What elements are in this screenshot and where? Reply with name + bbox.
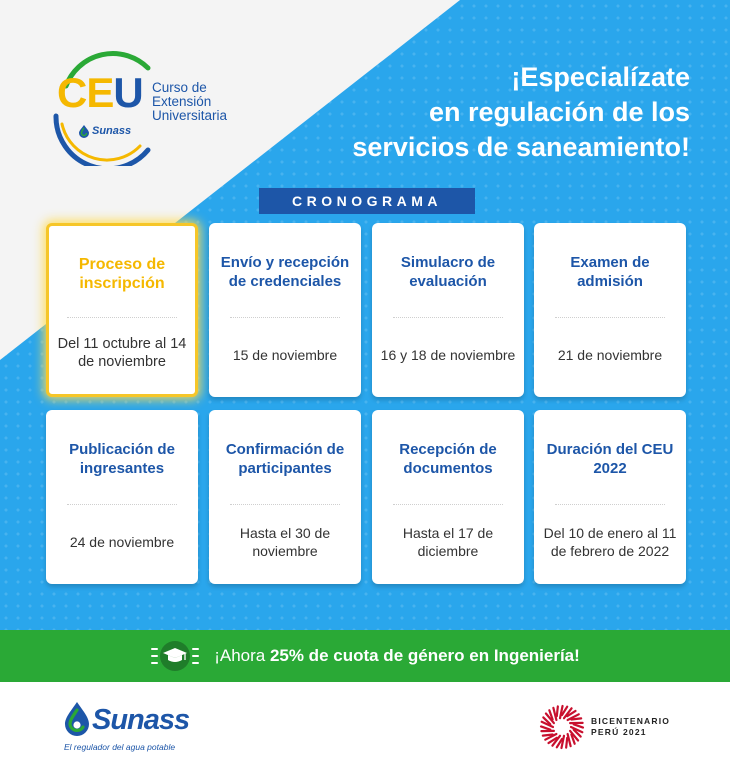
card-title: Examen de admisión: [570, 254, 650, 290]
bicentenario-text: [591, 716, 670, 738]
bicentenario-ray: [557, 706, 558, 716]
schedule-card-inscripcion: [46, 223, 198, 397]
graduation-cap-icon: [150, 638, 200, 674]
schedule-card-examen: [534, 223, 686, 397]
bicentenario-line: PERÚ 2021: [591, 727, 647, 737]
card-title: Duración del CEU 2022: [546, 441, 674, 477]
headline: [310, 60, 690, 165]
bicentenario-ray: [571, 718, 581, 719]
schedule-card-duracion: [534, 410, 686, 584]
schedule-card-confirmacion: [209, 410, 361, 584]
card-date: 24 de noviembre: [69, 533, 175, 550]
bicentenario-ray: [541, 726, 550, 729]
card-date: Del 10 de enero al 11 de febrero de 2022: [543, 524, 677, 559]
bicentenario-logo: [539, 704, 670, 750]
card-date: Del 11 octubre al 14 de noviembre: [57, 336, 187, 370]
water-drop-icon: [78, 124, 90, 138]
card-date: 21 de noviembre: [557, 346, 663, 363]
sunass-tagline: El regulador del agua potable: [64, 742, 176, 752]
card-title: Confirmación de participantes: [225, 441, 345, 477]
card-title: Simulacro de evaluación: [400, 254, 496, 290]
footer: [0, 682, 730, 771]
ceu-subtitle-line: Curso de: [152, 80, 207, 95]
banner-text: [214, 646, 580, 666]
schedule-card-credenciales: [209, 223, 361, 397]
card-date: 15 de noviembre: [232, 346, 338, 363]
headline-line: ¡Especialízate: [511, 62, 690, 92]
schedule-card-publicacion: [46, 410, 198, 584]
card-date: 16 y 18 de noviembre: [380, 346, 516, 363]
section-label-cronograma: CRONOGRAMA: [259, 188, 475, 214]
bicentenario-ray: [560, 706, 563, 718]
sunass-drop-icon: [62, 700, 92, 738]
ceu-letter-u: U: [113, 69, 143, 116]
ceu-logo: [48, 46, 248, 166]
card-date: Hasta el 30 de noviembre: [239, 524, 331, 559]
card-title: Publicación de ingresantes: [69, 441, 175, 477]
bicentenario-line: BICENTENARIO: [591, 716, 671, 726]
headline-line: en regulación de los: [428, 97, 690, 127]
sunass-wordmark: Sunass: [92, 704, 190, 736]
ceu-sunass-brand: [78, 124, 131, 138]
gender-quota-banner: [0, 630, 730, 682]
card-title: Recepción de documentos: [399, 441, 497, 477]
banner-prefix: ¡Ahora: [214, 646, 270, 665]
ceu-subtitle-line: Universitaria: [152, 108, 228, 123]
headline-line: servicios de saneamiento!: [352, 132, 690, 162]
ceu-letters: [57, 69, 143, 116]
card-date: Hasta el 17 de diciembre: [402, 524, 494, 559]
ceu-subtitle: [152, 81, 252, 123]
bicentenario-ray: [543, 734, 553, 735]
bicentenario-ray: [574, 724, 583, 727]
bicentenario-ray: [566, 738, 567, 748]
bicentenario-ray: [561, 736, 564, 748]
banner-bold: 25% de cuota de género en Ingeniería!: [269, 646, 580, 665]
ceu-letter-c: C: [57, 69, 87, 116]
bicentenario-emblem-icon: [539, 704, 585, 750]
card-title: Envío y recepción de credenciales: [220, 254, 350, 290]
schedule-card-documentos: [372, 410, 524, 584]
ceu-subtitle-line: Extensión: [152, 94, 212, 109]
card-title: Proceso de inscripción: [78, 255, 166, 292]
ceu-letter-e: E: [86, 69, 114, 116]
ceu-sunass-label: Sunass: [92, 125, 132, 137]
schedule-card-simulacro: [372, 223, 524, 397]
